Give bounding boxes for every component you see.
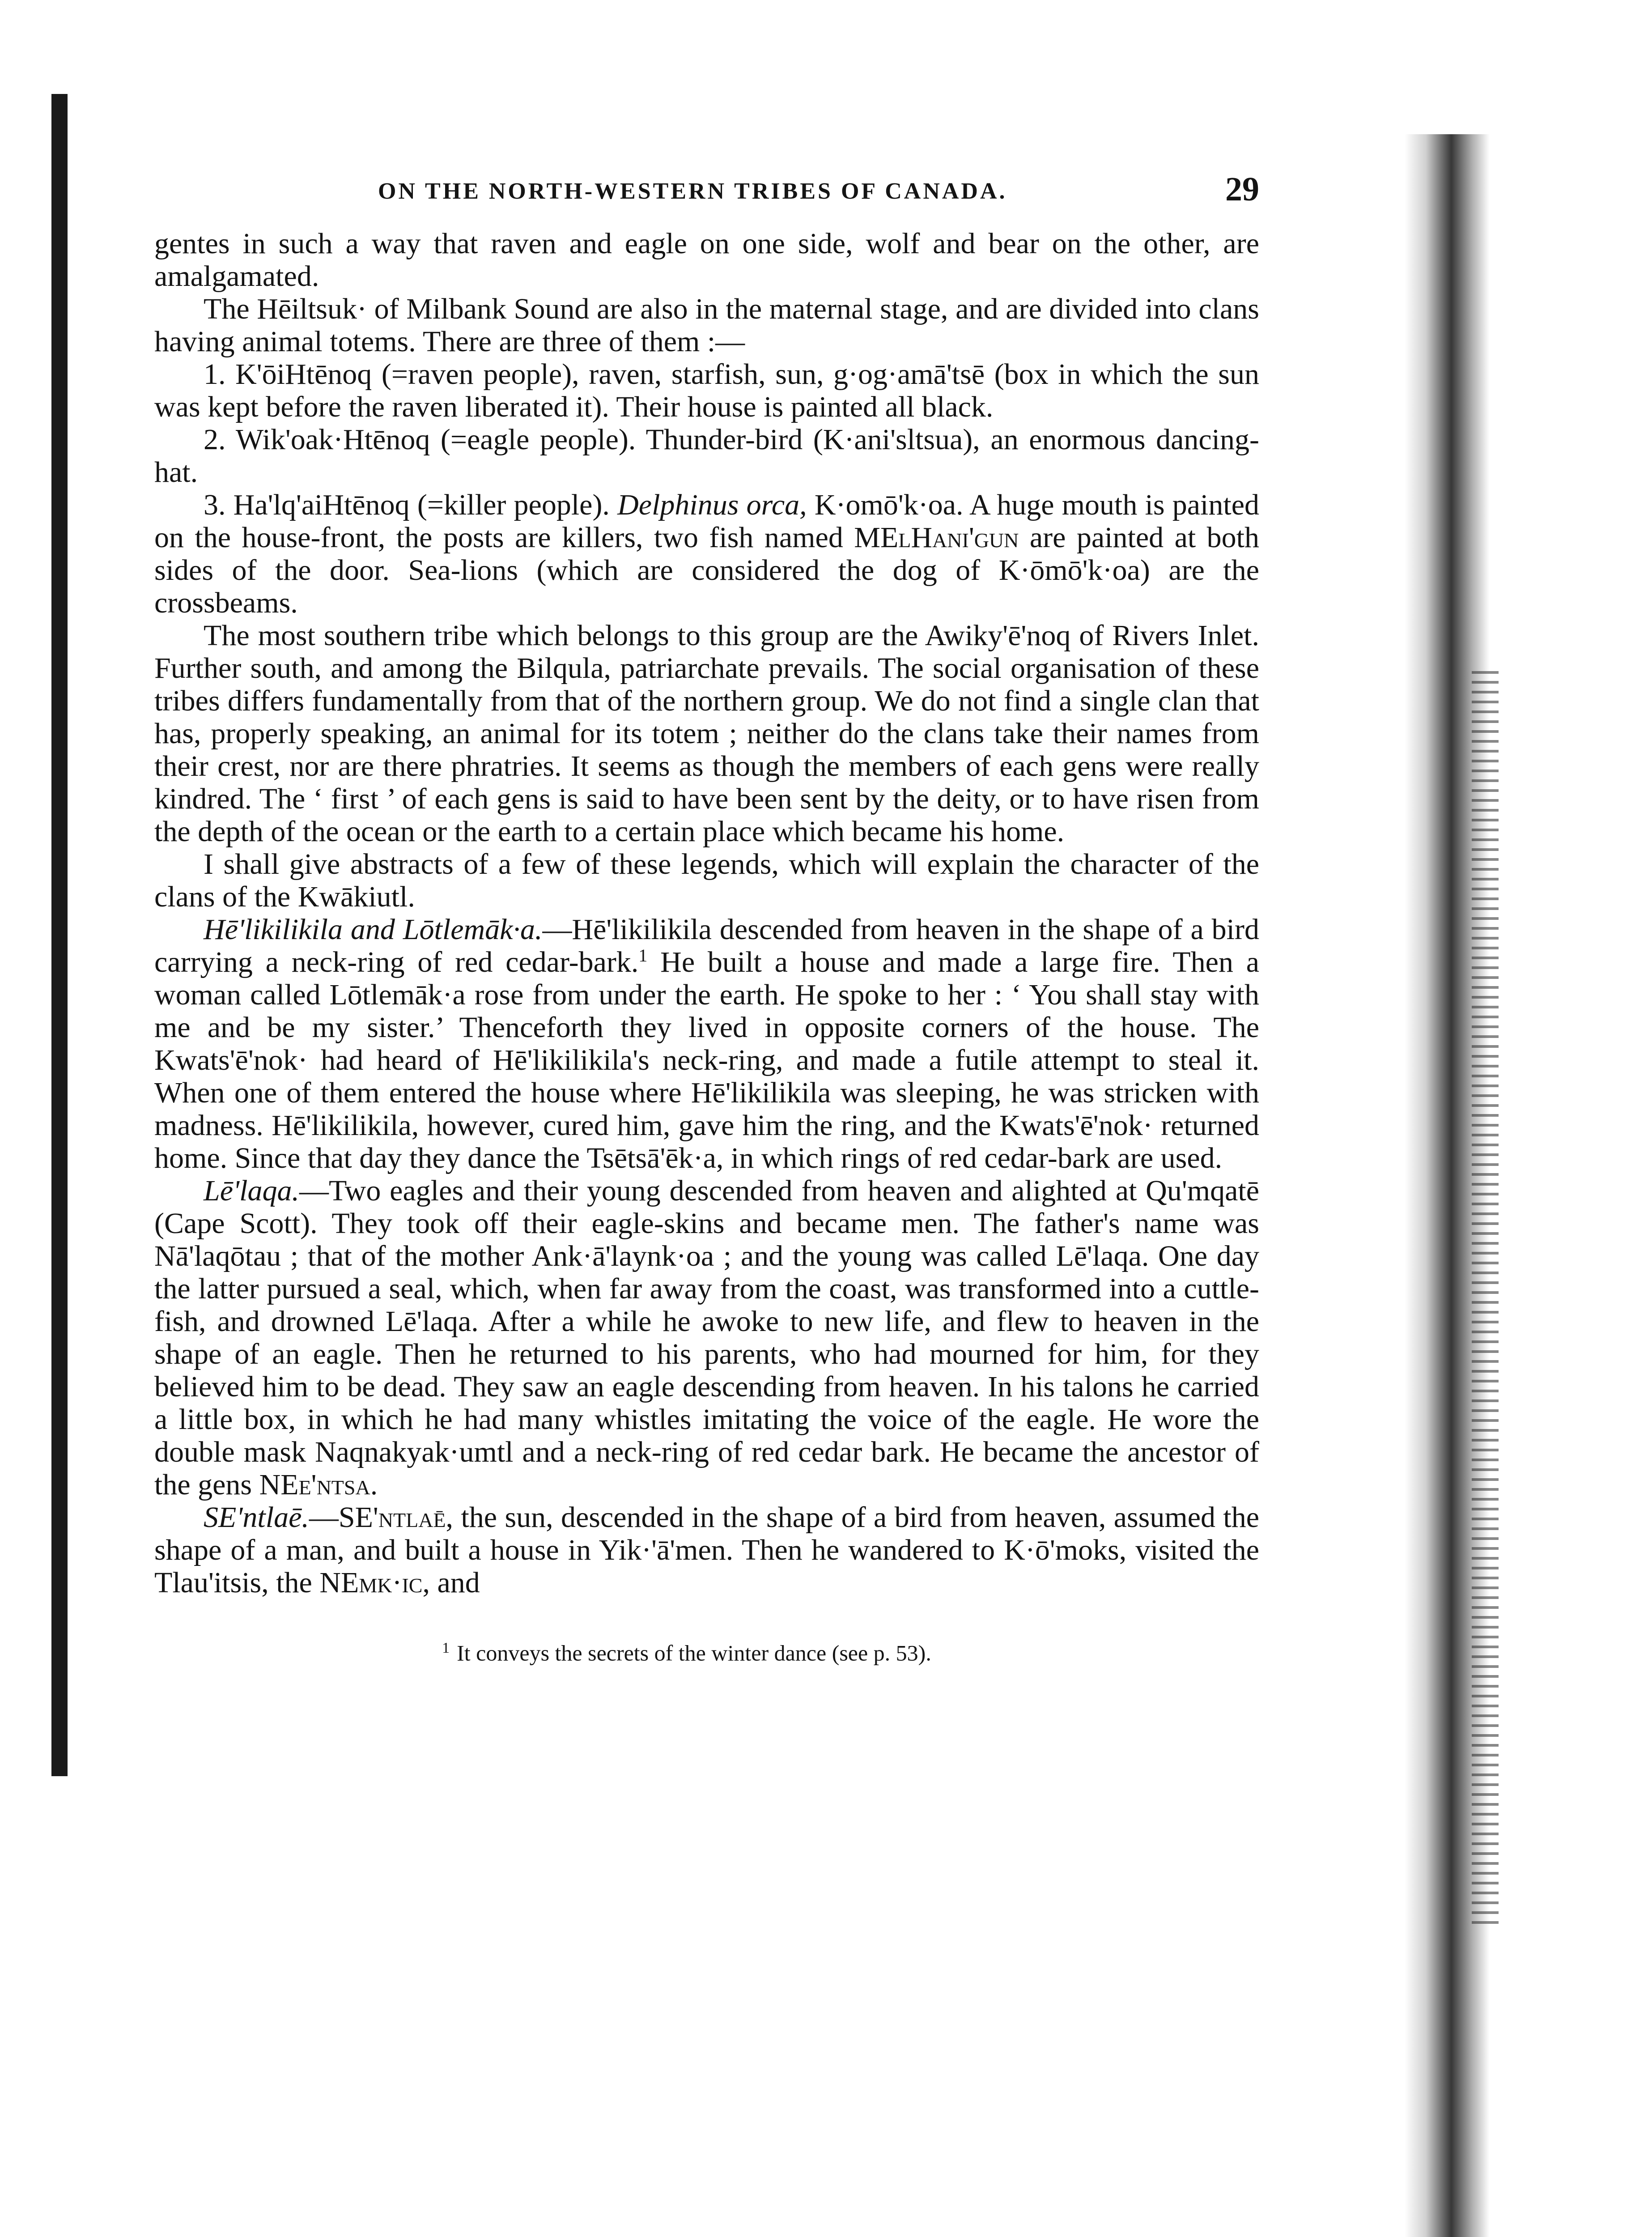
- clan-item-raven: [154, 358, 1259, 423]
- paragraph-continuation: [154, 227, 1259, 293]
- legend-helikilikila: [154, 913, 1259, 1174]
- legend-heading: SE'ntlaē.: [204, 1501, 309, 1534]
- legend-lelaqa: [154, 1174, 1259, 1501]
- legend-heading: Lē'laqa.: [204, 1174, 299, 1207]
- book-page: [154, 170, 1259, 1667]
- running-head: [154, 170, 1259, 219]
- paragraph-text: —Two eagles and their young descended from heaven and alighted at Qu'mqatē (Cape Scott). They took off their eagle-skins and became men. The father's name was Nā'laqōtau ; that of the mother Ank·ā'laynk·oa ; and the young was called Lē'laqa. One day the latter pursued a seal, which, when far away from the coast, was transformed into a cuttle-fish, and drowned Lē'laqa. After a while he awoke to new life, and flew to heaven in the shape of an eagle. Then he returned to his parents, who had mourned for him, for they believed him to be dead. They saw an eagle descending from heaven. In his talons he carried a little box, in which he had many whistles imitating the voice of the eagle. He wore the double mask Naqnakyak·umtl and a neck-ring of red cedar bark. He became the ancestor of the gens: [154, 1174, 1259, 1501]
- paragraph-text: 2. Wik'oak·Htēnoq (=eagle people). Thunder-bird (K·ani'sltsua), an enormous dancing-hat.: [154, 423, 1259, 489]
- proper-name: —SE'ntlaē,: [309, 1501, 454, 1534]
- paragraph-text: the sun, descended in the shape of a bird from heaven, assumed the shape of a man, and built a house in Yik·'ā'men. Then he wandered to K·ō'moks, visited the Tlau'itsis, the: [154, 1501, 1259, 1599]
- body-text: [154, 227, 1259, 1599]
- proper-name: NEmk·ic,: [319, 1566, 430, 1599]
- clan-item-killer: [154, 489, 1259, 619]
- paragraph-text: The Hēiltsuk· of Milbank Sound are also in the maternal stage, and are divided into clans having animal totems. There are three of them :—: [154, 293, 1259, 358]
- paragraph-text: K·omō'k·oa. A huge mouth is painted on the house-front, the posts are killers, two fish named: [154, 489, 1260, 554]
- binding-shadow-left: [51, 94, 68, 1776]
- paragraph-text: He built a house and made a large fire. Then a woman called Lōtlemāk·a rose from under the earth. He spoke to her : ‘ You shall stay with me and be my sister.’ Thenceforth they lived in opposite corners of the house. The Kwats'ē'nok· had heard of Hē'likilikila's neck-ring, and made a futile attempt to steal it. When one of them entered the house where Hē'likilikila was sleeping, he was stricken with madness. Hē'likilikila, however, cured him, gave him the ring, and the Kwats'ē'nok· returned home. Since that day they dance the Tsētsā'ēk·a, in which rings of red cedar-bark are used.: [154, 946, 1259, 1174]
- paragraph-text: The most southern tribe which belongs to this group are the Awiky'ē'noq of Rivers Inlet. Further south, and among the Bilqula, patriarchate prevails. The social organisation of these tribes differs fundamentally from that of the northern group. We do not find a single clan that has, properly speaking, an animal for its totem ; neither do the clans take their names from their crest, nor are there phratries. It seems as though the members of each gens were really kindred. The ‘ first ’ of each gens is said to have been sent by the deity, or to have risen from the depth of the ocean or the earth to a certain place which became his home.: [154, 619, 1259, 848]
- footnote-mark: 1: [442, 1640, 450, 1656]
- paragraph-text: 3. Ha'lq'aiHtēnoq (=killer people).: [204, 489, 610, 521]
- paragraph-heiltsuk: [154, 293, 1259, 358]
- paragraph-text: and: [437, 1566, 480, 1599]
- paragraph-text: —Hē'likilikila descended from heaven in the shape of a bird carrying a neck-ring of red cedar-bark.: [154, 913, 1259, 978]
- proper-name: MElHani'gun: [854, 521, 1019, 554]
- paragraph-text: gentes in such a way that raven and eagle on one side, wolf and bear on the other, are amalgamated.: [154, 227, 1259, 293]
- paragraph-text: I shall give abstracts of a few of these legends, which will explain the character of the clans of the Kwākiutl.: [154, 848, 1259, 913]
- footnote-reference: 1: [638, 945, 648, 965]
- gens-name: NEe'ntsa.: [259, 1468, 378, 1501]
- legend-heading: Hē'likilikila and Lōtlemāk·a.: [204, 913, 543, 946]
- page-edge-texture: [1472, 671, 1499, 1924]
- page-number: 29: [1225, 170, 1259, 208]
- paragraph-text: 1. K'ōiHtēnoq (=raven people), raven, starfish, sun, g·og·amā'tsē (box in which the sun was kept before the raven liberated it). Their house is painted all black.: [154, 358, 1259, 423]
- running-title: ON THE NORTH-WESTERN TRIBES OF CANADA.: [378, 179, 1007, 204]
- legend-sentlae: [154, 1501, 1259, 1599]
- species-name: Delphinus orca,: [617, 489, 807, 521]
- paragraph-abstracts-intro: [154, 848, 1259, 913]
- footnote-text: It conveys the secrets of the winter dance (see p. 53).: [457, 1640, 931, 1666]
- paragraph-text: are painted at both sides of the door. Sea-lions (which are considered the dog of K·ōmō'k·oa) are the crossbeams.: [154, 521, 1260, 619]
- footnote: [154, 1635, 1259, 1667]
- clan-item-eagle: [154, 423, 1259, 489]
- paragraph-southern-tribes: [154, 619, 1259, 848]
